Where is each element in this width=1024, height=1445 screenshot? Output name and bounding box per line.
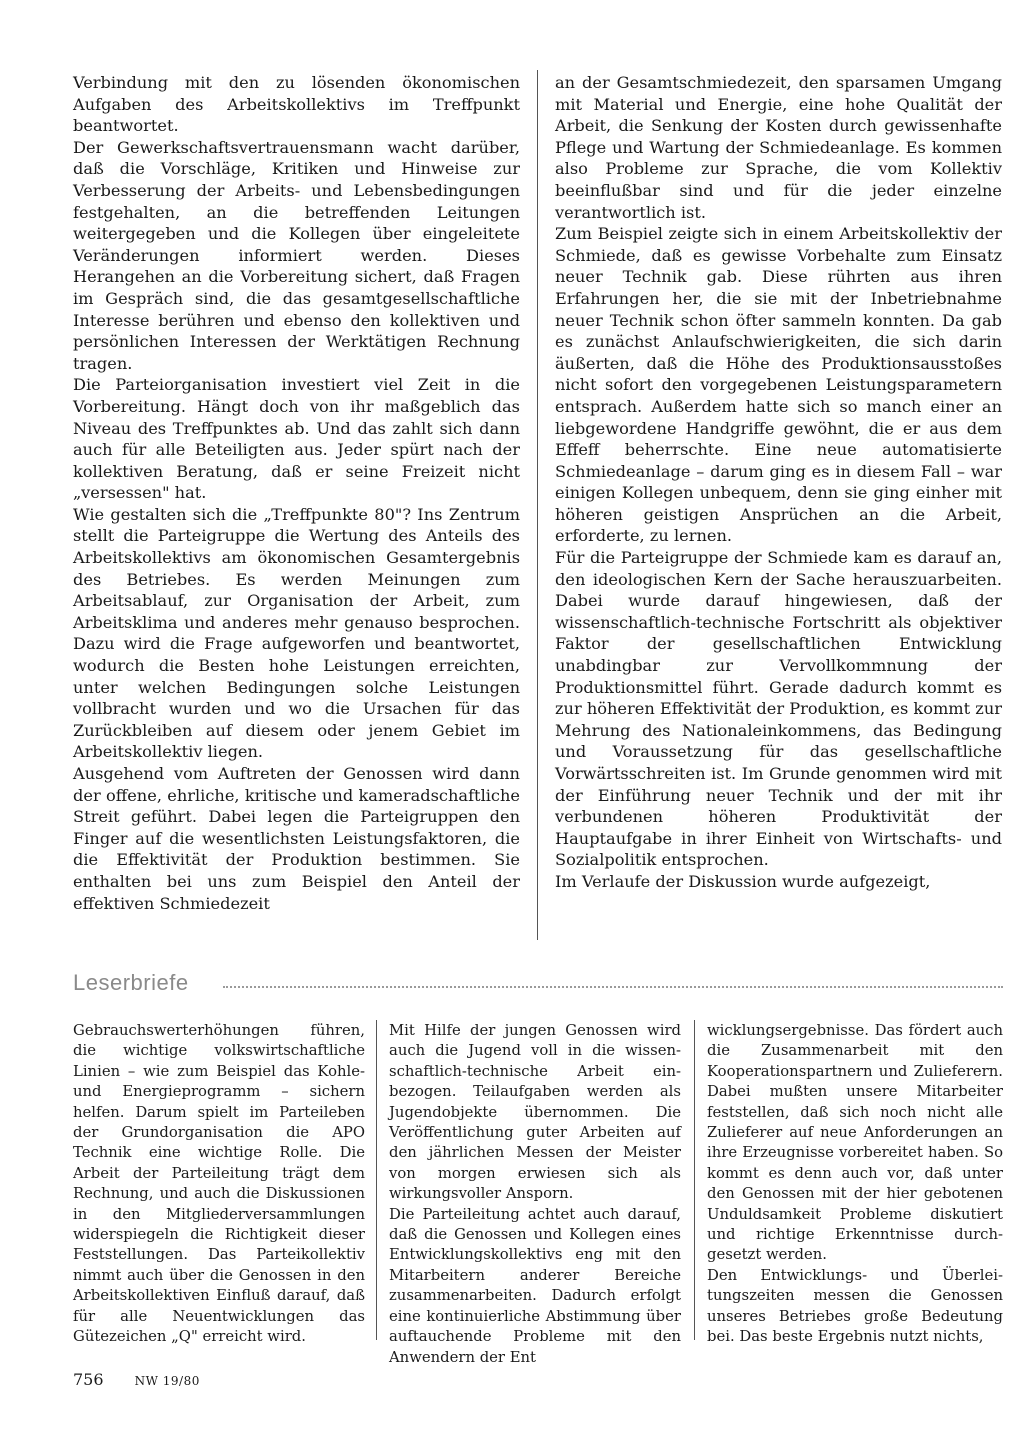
- paragraph: Die Parteileitung achtet auch darauf, daß die Genossen und Kollegen eines Entwicklungskollektivs eng mit den Mitarbeitern anderer Bereiche zusammenarbeiten. Dadurch erfolgt eine kontinuierliche Abstimmung über auftauchende Probleme mit den Anwendern der Ent: [389, 1205, 681, 1366]
- paragraph: Den Entwicklungs- und Überleitungszeiten messen die Genossen unseres Betriebes große Bedeutung bei. Das beste Ergebnis nutzt nichts,: [707, 1266, 1003, 1346]
- paragraph: Gebrauchswerterhöhungen führen, die wichtige volkswirtschaftliche Linien – wie zum Beispiel das Kohle- und Energieprogramm – sichern helfen. Darum spielt im Parteileben der Grundorganisation die APO Technik eine wichtige Rolle. Die Arbeit der Parteileitung trägt dem Rechnung, und auch die Diskussionen in den Mitgliederversammlungen widerspiegeln die Richtigkeit dieser Feststellungen. Das Parteikollektiv nimmt auch über die Genossen in den Arbeitskollektiven Einfluß darauf, daß für alle Neuentwicklungen das Gütezeichen „Q" erreicht wird.: [73, 1022, 365, 1346]
- paragraph: wicklungsergebnisse. Das fördert auch die Zusammenarbeit mit den Kooperationspartnern und Zulieferern. Dabei mußten unsere Mitarbeiter feststellen, daß sich noch nicht alle Zulieferer auf neue Anforderungen an ihre Erzeugnisse vorbereitet haben. So kommt es denn auch vor, daß unter den Genossen mit der hier gebotenen Unduldsamkeit Probleme diskutiert und richtige Erkenntnisse durchgesetzt werden.: [707, 1022, 1003, 1264]
- lower-column-1: [73, 1021, 365, 1348]
- paragraph: Der Gewerkschaftsvertrauensmann wacht darüber, daß die Vorschläge, Kritiken und Hinweise zur Verbesserung der Arbeits- und Lebensbedingungen festgehalten, an die betreffenden Leitungen weitergegeben und die Kollegen über eingeleitete Veränderungen informiert werden. Dieses Herangehen an die Vorbereitung sichert, daß Fragen im Gespräch sind, die das gesamtgesellschaftliche Interesse berühren und ebenso den kollektiven und persönlichen Interessen der Werktätigen Rechnung tragen.: [73, 137, 520, 373]
- issue-label: NW 19/80: [134, 1374, 200, 1388]
- page-number: 756: [73, 1370, 104, 1389]
- paragraph: Wie gestalten sich die „Treffpunkte 80"? Ins Zentrum stellt die Parteigruppe die Wertung des Anteils des Arbeitskollektivs am ökonomischen Gesamtergebnis des Betriebes. Es werden Meinungen zum Arbeitsablauf, zur Organisation der Arbeit, zum Arbeitsklima und anderes mehr genauso besprochen. Dazu wird die Frage aufgeworfen und beantwortet, wodurch die Besten hohe Leistungen erreichten, unter welchen Bedingungen solche Leistungen vollbracht wurden und wo die Ursachen für das Zurückbleiben auf diesem oder jenem Gebiet im Arbeitskollektiv liegen.: [73, 504, 520, 762]
- paragraph: an der Gesamtschmiedezeit, den sparsamen Umgang mit Material und Energie, eine hohe Qualität der Arbeit, die Senkung der Kosten durch gewissenhafte Pflege und Wartung der Schmiedeanlage. Es kommen also Probleme zur Sprache, die vom Kollektiv beeinflußbar sind und für die jeder einzelne verantwortlich ist.: [555, 73, 1002, 222]
- paragraph: Mit Hilfe der jungen Genossen wird auch die Jugend voll in die wissenschaftlich-technische Arbeit einbezogen. Teilaufgaben werden als Jugendobjekte übernommen. Die Veröffentlichung guter Arbeiten auf den jährlichen Messen der Meister von morgen erwiesen sich als wirkungsvoller Ansporn.: [389, 1022, 681, 1203]
- section-rule: [223, 986, 1003, 988]
- section-title: Leserbriefe: [73, 970, 189, 995]
- paragraph: Im Verlaufe der Diskussion wurde aufgezeigt,: [555, 871, 931, 891]
- section-header: [73, 970, 1003, 1004]
- paragraph: Ausgehend vom Auftreten der Genossen wird dann der offene, ehrliche, kritische und kameradschaftliche Streit geführt. Dabei legen die Parteigruppen den Finger auf die wesentlichsten Leistungsfaktoren, die die Effektivität der Produktion bestimmen. Sie enthalten bei uns zum Beispiel den Anteil der effektiven Schmiedezeit: [73, 764, 520, 913]
- paragraph: Die Parteiorganisation investiert viel Zeit in die Vorbereitung. Hängt doch von ihr maßgeblich das Niveau des Treffpunktes ab. Und das zahlt sich dann auch für alle Beteiligten aus. Jeder spürt nach der kollektiven Beratung, daß er seine Freizeit nicht „versessen" hat.: [73, 375, 520, 503]
- upper-left-column: [73, 72, 520, 914]
- lower-column-2: [389, 1021, 681, 1368]
- upper-right-column: [555, 72, 1002, 893]
- column-divider: [376, 1020, 377, 1340]
- column-divider: [537, 70, 538, 940]
- paragraph: Verbindung mit den zu lösenden ökonomischen Aufgaben des Arbeitskollektivs im Treffpunkt beantwortet.: [73, 73, 520, 136]
- lower-column-3: [707, 1021, 1003, 1348]
- paragraph: Zum Beispiel zeigte sich in einem Arbeitskollektiv der Schmiede, daß es gewisse Vorbehalte zum Einsatz neuer Technik gab. Diese rührten aus ihren Erfahrungen her, die sie mit der Inbetriebnahme neuer Technik schon öfter sammeln konnten. Da gab es zunächst Anlaufschwierigkeiten, die sich darin äußerten, daß die Höhe des Produktionsausstoßes nicht sofort den vorgegebenen Leistungsparametern entsprach. Außerdem hatte sich so manch einer an liebgewordene Handgriffe gewöhnt, die er aus dem Effeff beherrschte. Eine neue automatisierte Schmiedeanlage – darum ging es in diesem Fall – war einigen Kollegen unbequem, denn sie ging einher mit höheren geistigen Ansprüchen an die Arbeit, erforderte, zu lernen.: [555, 224, 1002, 546]
- page-footer: [73, 1370, 200, 1390]
- paragraph: Für die Parteigruppe der Schmiede kam es darauf an, den ideologischen Kern der Sache herauszuarbeiten. Dabei wurde darauf hingewiesen, daß der wissenschaftlich-technische Fortschritt als objektiver Faktor der gesellschaftlichen Entwicklung unabdingbar zur Vervollkommnung der Produktionsmittel führt. Gerade dadurch kommt es zur höheren Effektivität der Produktion, es kommt zur Mehrung des Nationaleinkommens, das Bedingung und Voraussetzung für das gesellschaftliche Vorwärtsschreiten ist. Im Grunde genommen wird mit der Einführung neuer Technik und der mit ihr verbundenen höheren Produktivität der Hauptaufgabe in ihrer Einheit von Wirtschafts- und Sozialpolitik entsprochen.: [555, 548, 1002, 870]
- column-divider: [694, 1020, 695, 1340]
